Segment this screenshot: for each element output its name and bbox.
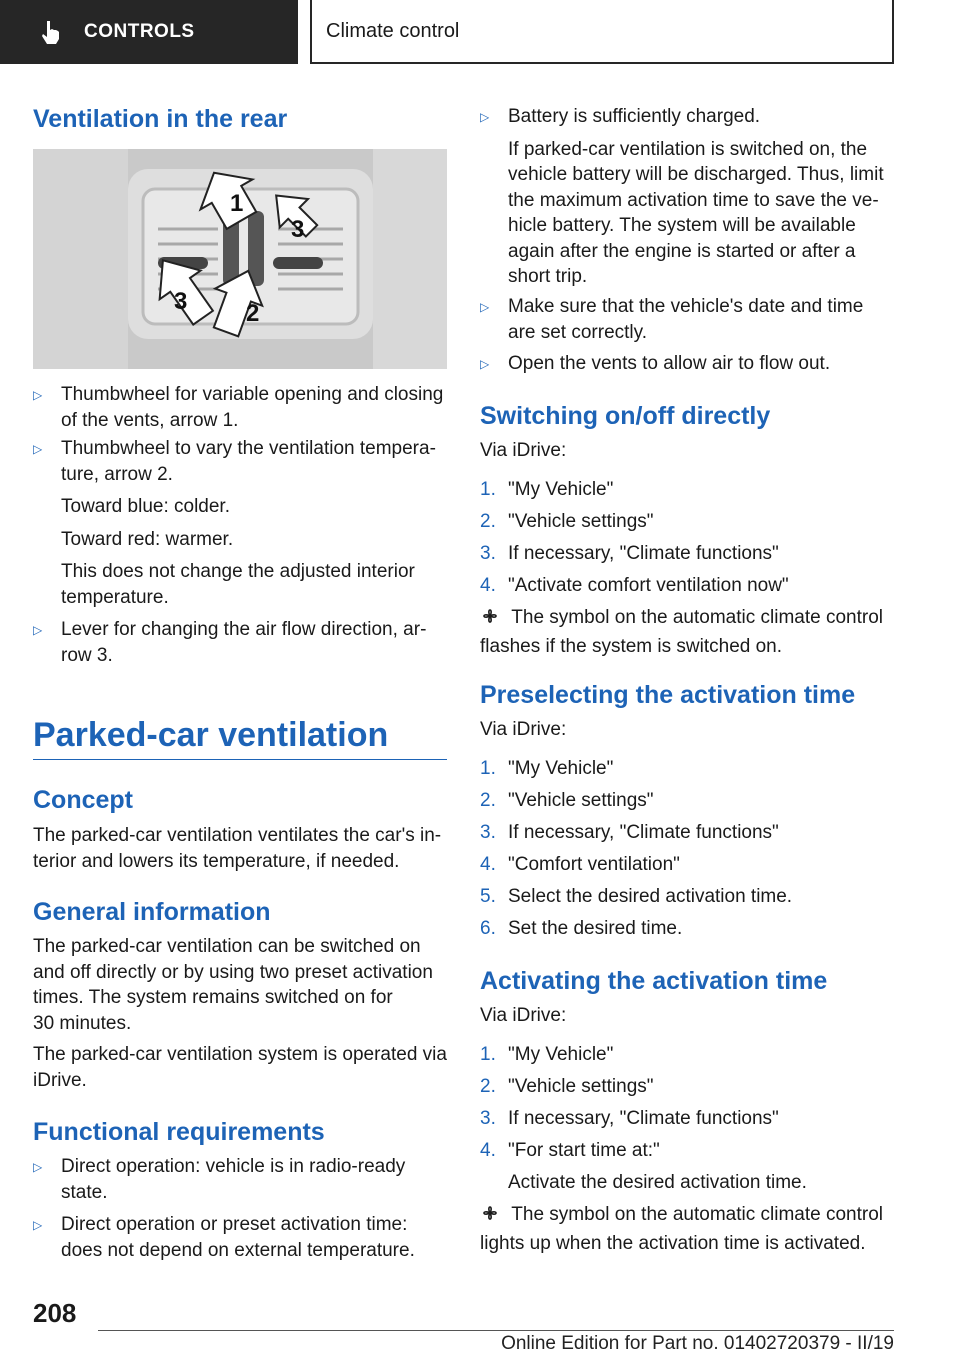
activate-note: The symbol on the automatic climate control lights up when the activation time is activated. [480,1204,884,1254]
via-idrive-text: Via iDrive: [480,440,567,461]
toward-red-text: Toward red: warmer. [61,528,234,550]
triangle-bullet-icon: ▷ [33,1160,43,1174]
footer-divider [98,1330,894,1331]
triangle-bullet-icon: ▷ [480,300,490,314]
heading-activating: Activating the activation time [480,967,828,995]
arrow-label-1: 1 [230,190,244,217]
arrow-label-3-left: 3 [174,288,188,315]
header-chapter-title: Climate control [310,0,894,64]
fan-icon [480,606,500,634]
page-number: 208 [33,1298,77,1328]
hand-pointer-icon [40,19,66,45]
activate-sub-text: Activate the desired activation time. [508,1172,807,1193]
rear-vent-photo [33,149,447,369]
triangle-bullet-icon: ▷ [33,442,43,456]
arrow-label-3-right: 3 [291,216,305,243]
heading-functional-requirements: Functional requirements [33,1118,325,1146]
heading-preselecting: Preselecting the activation time [480,681,856,709]
via-idrive-text: Via iDrive: [480,719,567,740]
concept-text: The parked-car ventilation ventilates the car's in- terior and lowers its temperature, if needed. [33,825,442,872]
toward-blue-text: Toward blue: colder. [61,496,230,517]
triangle-bullet-icon: ▷ [480,110,490,124]
triangle-bullet-icon: ▷ [33,623,43,637]
heading-switching-on-off: Switching on/off directly [480,402,771,430]
general-text: The parked-car ventilation can be switched on and off directly or by using two preset activation times. The system remains switched on for 30 minutes. [33,936,433,1034]
battery-note: If parked-car ventilation is switched on, the vehicle battery will be discharged. Thus, limit the maximum activation time to save the ve- hicle battery. The system will be available again after the engine is started or after a short trip. [508,138,884,287]
header-section-label: CONTROLS [84,21,195,42]
triangle-bullet-icon: ▷ [33,388,43,402]
heading-parked-car-ventilation: Parked-car ventilation [33,716,389,754]
via-idrive-text: Via iDrive: [480,1005,567,1026]
footer-edition: Online Edition for Part no. 01402720379 - II/19 [501,1333,894,1354]
general-text-2: The parked-car ventilation system is operated via iDrive. [33,1044,447,1091]
triangle-bullet-icon: ▷ [33,1218,43,1232]
arrow-label-2: 2 [246,300,260,327]
triangle-bullet-icon: ▷ [480,357,490,371]
fan-icon [480,1203,500,1231]
header-section-tab [0,0,298,64]
heading-ventilation-rear: Ventilation in the rear [33,105,288,133]
section-divider [33,759,447,760]
heading-general-information: General information [33,898,271,926]
switch-note: The symbol on the automatic climate control flashes if the system is switched on. [480,607,884,657]
heading-concept: Concept [33,786,133,814]
